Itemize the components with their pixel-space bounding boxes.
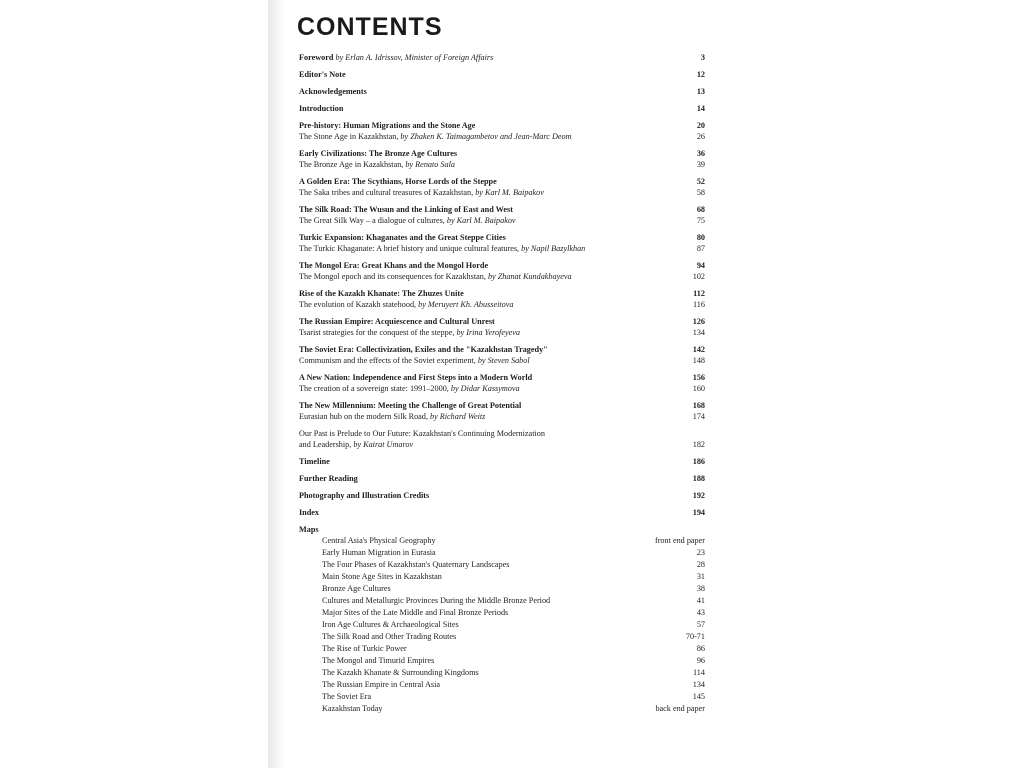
map-page: 57 [696,620,705,629]
chapter-title-row [299,372,705,383]
front-matter-title: Acknowledgements [299,87,367,96]
chapter-page: 20 [696,121,705,130]
map-page: 70-71 [685,632,705,641]
front-matter-page: 3 [700,53,705,62]
front-matter-page: 14 [696,104,705,113]
map-page: 23 [696,548,705,557]
chapter-page: 142 [692,345,705,354]
back-matter-entry[interactable] [299,473,705,484]
map-entry[interactable] [299,607,705,619]
back-matter-page: 192 [692,491,705,500]
chapter-essay-row [299,271,705,282]
front-matter-entry[interactable] [299,86,705,97]
chapter-title: Rise of the Kazakh Khanate: The Zhuzes Unite [299,289,464,298]
chapter-title: The Mongol Era: Great Khans and the Mongol Horde [299,261,489,270]
back-matter-title: Timeline [299,457,330,466]
chapter-essay-page: 174 [692,412,705,421]
map-entry[interactable] [299,571,705,583]
front-matter-row [299,86,705,97]
map-title: The Mongol and Timurid Empires [322,656,435,665]
chapter-essay-left [299,243,585,254]
chapter-essay-author: by Steven Sabol [477,356,530,365]
chapter-essay-page: 148 [692,356,705,365]
chapter-title-row [299,344,705,355]
map-entry[interactable] [299,547,705,559]
chapter-essay-left [299,159,455,170]
chapter-essay-left [299,383,520,394]
chapter-essay-author: by Richard Weitz [429,412,486,421]
front-matter-entry[interactable] [299,69,705,80]
chapter-essay-title: The Great Silk Way – a dialogue of cultures, [299,216,445,225]
front-matter-title: Foreword [299,53,334,62]
front-matter-row [299,103,705,114]
map-page: 114 [693,668,705,677]
map-page: 86 [696,644,705,653]
chapter-title: The Soviet Era: Collectivization, Exiles and the "Kazakhstan Tragedy" [299,345,548,354]
closing-essay-page: 182 [692,440,705,449]
map-page: 43 [696,608,705,617]
chapter-title-row [299,176,705,187]
chapter-essay-author: by Didar Kassymova [450,384,520,393]
chapter-essay-left [299,355,530,366]
chapter-page: 168 [692,401,705,410]
front-matter-row [299,52,705,63]
chapter-essay-title: Tsarist strategies for the conquest of the steppe, [299,328,455,337]
chapter-entry[interactable] [299,148,705,170]
chapter-title-row [299,260,705,271]
chapter-essay-author: by Meruyert Kh. Abusseitova [418,300,514,309]
back-matter-row [299,473,705,484]
chapter-essay-left [299,411,485,422]
back-matter-title: Photography and Illustration Credits [299,491,430,500]
chapter-essay-page: 75 [696,216,705,225]
back-matter-entry[interactable] [299,456,705,467]
chapter-page: 80 [696,233,705,242]
map-page: 38 [696,584,705,593]
front-matter-title: Editor's Note [299,70,346,79]
map-entry[interactable] [299,679,705,691]
map-title: Early Human Migration in Eurasia [322,548,436,557]
front-matter-page: 12 [696,70,705,79]
map-entry[interactable] [299,535,705,547]
closing-essay-title-line2: and Leadership, [299,440,352,449]
back-matter-title: Further Reading [299,474,358,483]
chapter-title: Turkic Expansion: Khaganates and the Great Steppe Cities [299,233,506,242]
back-matter-entry[interactable] [299,507,705,518]
map-page: 134 [692,680,705,689]
chapter-essay-page: 39 [696,160,705,169]
chapter-entry[interactable] [299,204,705,226]
map-title: The Four Phases of Kazakhstan's Quaternary Landscapes [322,560,510,569]
chapter-title-row [299,204,705,215]
map-page: 96 [696,656,705,665]
chapter-essay-row [299,215,705,226]
chapter-essay-title: The Turkic Khaganate: A brief history and unique cultural features, [299,244,520,253]
chapter-entry[interactable] [299,260,705,282]
map-entry[interactable] [299,631,705,643]
chapter-entry[interactable] [299,232,705,254]
chapter-page: 52 [696,177,705,186]
map-title: The Rise of Turkic Power [322,644,407,653]
chapter-essay-row [299,299,705,310]
chapter-essay-title: Communism and the effects of the Soviet experiment, [299,356,476,365]
chapter-essay-title: The Mongol epoch and its consequences for Kazakhstan, [299,272,486,281]
chapter-essay-row [299,411,705,422]
table-of-contents [299,52,705,715]
map-title: Major Sites of the Late Middle and Final Bronze Periods [322,608,509,617]
back-matter-page: 188 [692,474,705,483]
back-matter-list [299,456,705,518]
chapter-essay-row [299,187,705,198]
chapter-essay-title: The Stone Age in Kazakhstan, [299,132,399,141]
chapter-page: 112 [693,289,705,298]
chapter-essay-left [299,131,572,142]
chapter-page: 126 [692,317,705,326]
chapter-essay-author: by Zhanat Kundakbayeva [487,272,572,281]
chapter-essay-row [299,355,705,366]
chapter-essay-page: 102 [692,272,705,281]
map-entry[interactable] [299,691,705,703]
front-matter-page: 13 [696,87,705,96]
map-entry[interactable] [299,583,705,595]
front-matter-left [299,86,367,97]
chapter-essay-page: 58 [696,188,705,197]
back-matter-page: 186 [692,457,705,466]
chapter-entry[interactable] [299,120,705,142]
map-entry[interactable] [299,643,705,655]
chapter-title: Early Civilizations: The Bronze Age Cultures [299,149,458,158]
front-matter-left [299,52,493,63]
chapter-page: 94 [696,261,705,270]
chapter-essay-page: 116 [693,300,705,309]
chapter-title: A New Nation: Independence and First Steps into a Modern World [299,373,533,382]
front-matter-row [299,69,705,80]
chapter-essay-author: by Zhaken K. Taimagambetov and Jean-Marc Deom [400,132,572,141]
map-title: Kazakhstan Today [322,704,383,713]
chapter-essay-author: by Karl M. Baipakov [446,216,516,225]
map-entry[interactable] [299,595,705,607]
closing-essay-title-line1: Our Past is Prelude to Our Future: Kazakhstan's Continuing Modernization [299,429,545,438]
chapter-essay-page: 26 [696,132,705,141]
map-entry[interactable] [299,667,705,679]
front-matter-entry[interactable] [299,103,705,114]
chapter-title-row [299,288,705,299]
back-matter-entry[interactable] [299,490,705,501]
chapter-essay-title: The Saka tribes and cultural treasures of Kazakhstan, [299,188,474,197]
chapter-page: 68 [696,205,705,214]
chapter-title-row [299,232,705,243]
chapter-essay-author: by Karl M. Baipakov [475,188,544,197]
chapter-essay-title: The Bronze Age in Kazakhstan, [299,160,404,169]
map-title: Bronze Age Cultures [322,584,391,593]
front-matter-entry[interactable] [299,52,705,63]
chapter-essay-row [299,243,705,254]
map-title: The Silk Road and Other Trading Routes [322,632,457,641]
chapter-essay-left [299,299,514,310]
map-entry[interactable] [299,619,705,631]
chapter-essay-row [299,131,705,142]
closing-essay-author: by Kairat Umarov [353,440,414,449]
map-page: back end paper [655,704,705,713]
chapter-title: A Golden Era: The Scythians, Horse Lords of the Steppe [299,177,497,186]
chapter-essay-page: 160 [692,384,705,393]
back-matter-row [299,490,705,501]
chapter-essay-left [299,187,544,198]
chapter-title-row [299,148,705,159]
chapter-entry[interactable] [299,372,705,394]
map-title: The Kazakh Khanate & Surrounding Kingdoms [322,668,479,677]
chapter-essay-page: 134 [692,328,705,337]
chapter-title: Pre-history: Human Migrations and the Stone Age [299,121,476,130]
front-matter-list [299,52,705,114]
chapter-essay-author: by Napil Bazylkhan [521,244,586,253]
chapter-essay-page: 87 [696,244,705,253]
map-page: 31 [696,572,705,581]
front-matter-left [299,103,343,114]
chapter-essay-row [299,327,705,338]
chapter-title-row [299,120,705,131]
chapter-essay-left [299,271,572,282]
chapter-essay-title: The creation of a sovereign state: 1991–2000, [299,384,449,393]
map-page: 145 [692,692,705,701]
chapter-title-row [299,400,705,411]
map-entry[interactable] [299,703,705,715]
chapter-list [299,120,705,422]
front-matter-left [299,69,346,80]
closing-essay-entry[interactable] [299,428,705,450]
chapter-entry[interactable] [299,400,705,422]
front-matter-author: by Erlan A. Idrissov, Minister of Foreign Affairs [335,53,494,62]
back-matter-row [299,507,705,518]
chapter-entry[interactable] [299,316,705,338]
chapter-title: The Russian Empire: Acquiescence and Cultural Unrest [299,317,495,326]
chapter-essay-author: by Irina Yerofeyeva [456,328,520,337]
chapter-essay-row [299,159,705,170]
map-page: 28 [696,560,705,569]
chapter-essay-row [299,383,705,394]
map-page: front end paper [654,536,705,545]
map-title: The Soviet Era [322,692,372,701]
map-title: Central Asia's Physical Geography [322,536,436,545]
map-title: Main Stone Age Sites in Kazakhstan [322,572,442,581]
chapter-essay-title: The evolution of Kazakh statehood, [299,300,417,309]
map-page: 41 [696,596,705,605]
chapter-title: The Silk Road: The Wusun and the Linking of East and West [299,205,513,214]
chapter-title: The New Millennium: Meeting the Challenge of Great Potential [299,401,522,410]
map-title: The Russian Empire in Central Asia [322,680,441,689]
chapter-essay-title: Eurasian hub on the modern Silk Road, [299,412,428,421]
chapter-essay-left [299,327,520,338]
maps-heading: Maps [299,525,319,534]
back-matter-title: Index [299,508,320,517]
chapter-entry[interactable] [299,288,705,310]
back-matter-row [299,456,705,467]
chapter-essay-left [299,215,516,226]
chapter-entry[interactable] [299,344,705,366]
maps-list [299,535,705,715]
map-entry[interactable] [299,655,705,667]
chapter-essay-author: by Renato Sala [405,160,455,169]
map-title: Cultures and Metallurgic Provinces During the Middle Bronze Period [322,596,551,605]
chapter-title-row [299,316,705,327]
front-matter-title: Introduction [299,104,344,113]
map-entry[interactable] [299,559,705,571]
chapter-page: 156 [692,373,705,382]
map-title: Iron Age Cultures & Archaeological Sites [322,620,459,629]
chapter-page: 36 [696,149,705,158]
back-matter-page: 194 [692,508,705,517]
chapter-entry[interactable] [299,176,705,198]
page-title: CONTENTS [297,13,443,41]
